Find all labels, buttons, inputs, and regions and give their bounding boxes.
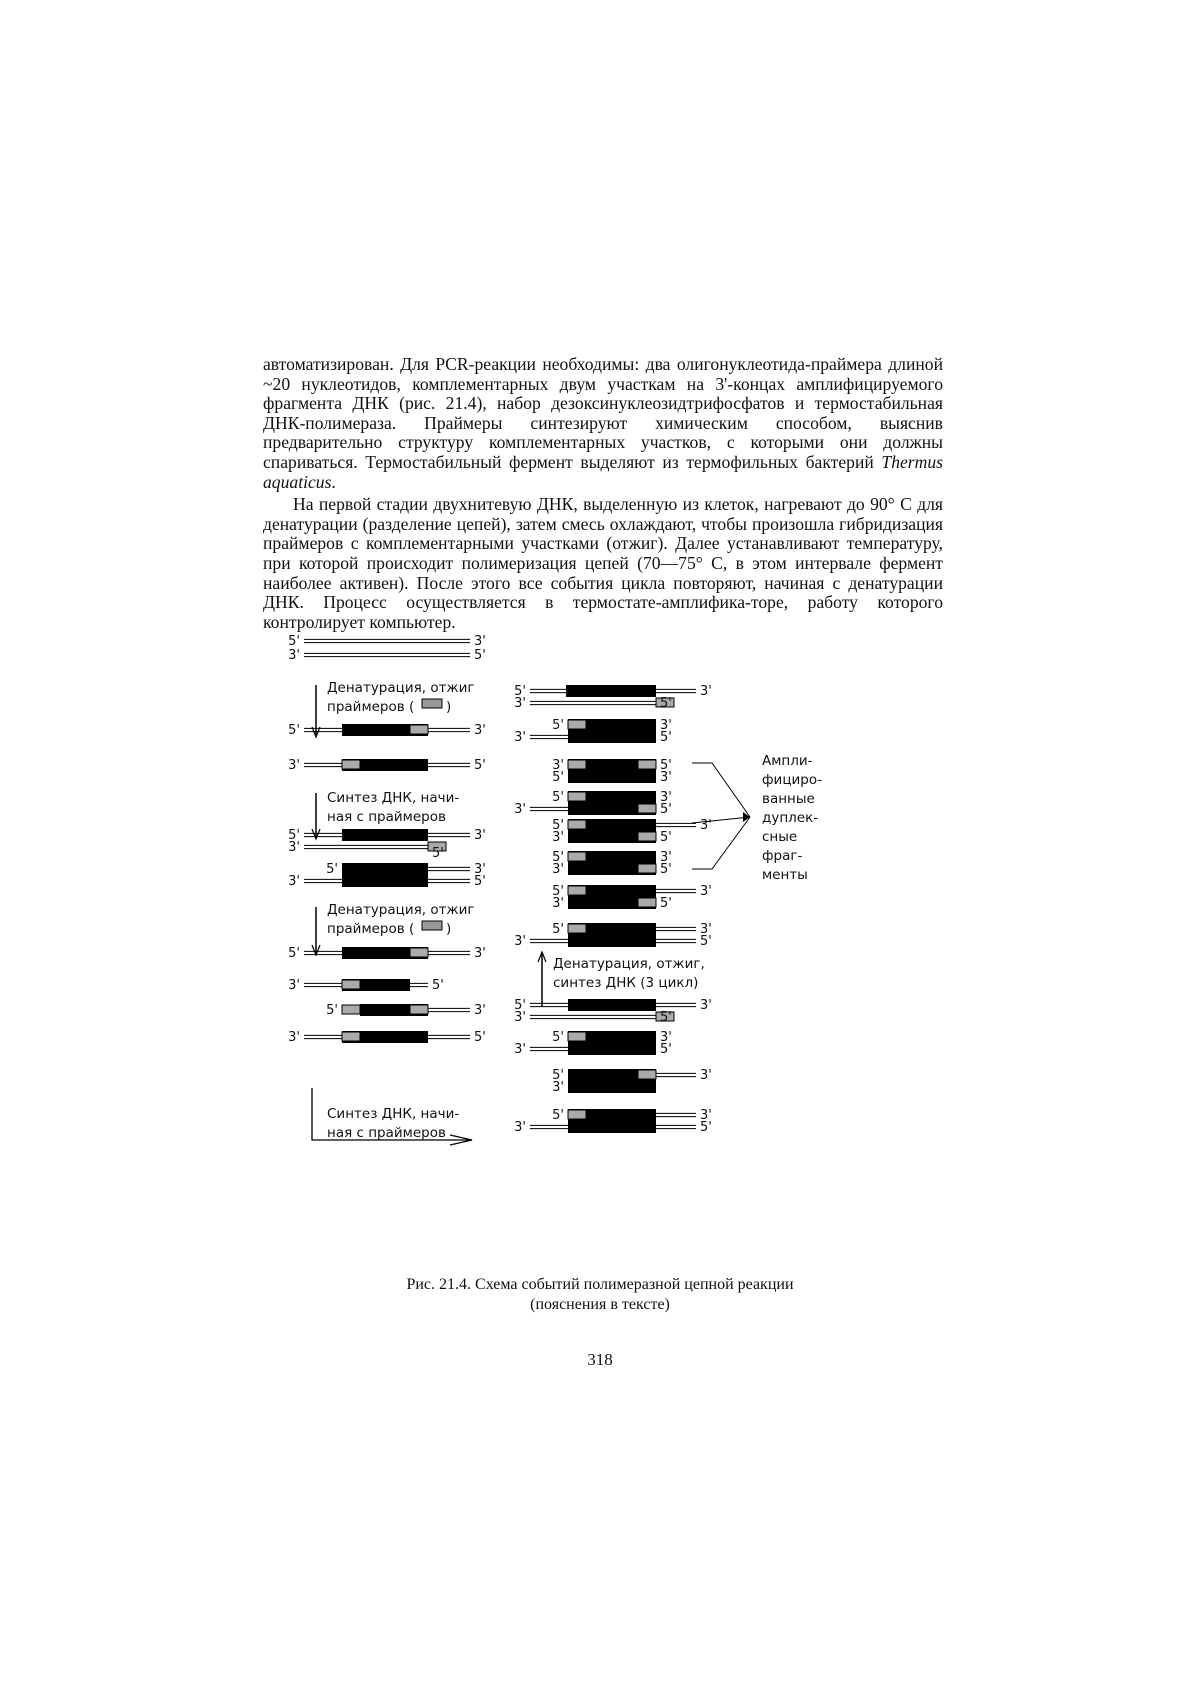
strand-end-label: 3' — [474, 828, 486, 843]
strand-end-label: 3' — [514, 934, 526, 949]
strand-end-label: 5' — [552, 922, 564, 937]
primer-mark — [568, 720, 586, 729]
synthesized-segment — [342, 829, 428, 841]
primer-mark — [638, 1070, 656, 1079]
amplified-label — [762, 753, 822, 883]
strand-end-label: 5' — [288, 946, 300, 961]
synthesized-segment — [568, 1043, 656, 1055]
species-name: Thermus aquaticus — [263, 451, 943, 492]
primer-mark — [410, 1005, 428, 1014]
strand-end-label: 5' — [552, 770, 564, 785]
strand-end-label: 5' — [700, 934, 712, 949]
primer-mark — [568, 852, 586, 861]
strand-end-label: 5' — [660, 1042, 672, 1057]
primer-mark — [568, 1032, 586, 1041]
strand-end-label: 3' — [288, 648, 300, 663]
strand-end-label: 5' — [552, 1030, 564, 1045]
strand-end-label: 3' — [474, 946, 486, 961]
strand-end-label: 5' — [660, 758, 672, 773]
strand-end-label: 3' — [288, 874, 300, 889]
svg-text:Ампли-: Ампли- — [762, 753, 813, 769]
synthesized-segment — [568, 1081, 656, 1093]
primer-mark — [638, 898, 656, 907]
synthesized-segment — [342, 863, 428, 875]
strand-end-label: 5' — [552, 818, 564, 833]
strand-end-label: 5' — [288, 634, 300, 649]
strand-end-label: 3' — [514, 1042, 526, 1057]
svg-text:): ) — [446, 699, 452, 715]
strand-end-label: 3' — [660, 850, 672, 865]
strand-end-label: 5' — [552, 884, 564, 899]
primer-mark — [568, 760, 586, 769]
synthesized-segment — [566, 685, 656, 697]
primer-mark — [568, 820, 586, 829]
strand-end-label: 5' — [552, 718, 564, 733]
primer-mark — [342, 980, 360, 989]
label-denaturation-2: Денатурация, отжиг — [327, 902, 475, 918]
svg-text:ная с праймеров: ная с праймеров — [327, 1125, 446, 1141]
strand-end-label: 3' — [474, 634, 486, 649]
synthesized-segment — [568, 771, 656, 783]
svg-text:дуплек-: дуплек- — [762, 810, 819, 826]
label-primers-1: праймеров ( — [327, 699, 415, 715]
synthesized-segment — [568, 999, 656, 1011]
strand-end-label: 5' — [660, 1010, 672, 1025]
strand-end-label: 3' — [474, 862, 486, 877]
primer-mark — [568, 924, 586, 933]
svg-text:): ) — [446, 921, 452, 937]
strand-end-label: 5' — [326, 1003, 338, 1018]
synthesized-segment — [568, 731, 656, 743]
strand-end-label: 5' — [432, 846, 444, 861]
primer-mark — [568, 1110, 586, 1119]
strand-end-label: 3' — [700, 818, 712, 833]
primer-mark — [638, 864, 656, 873]
strand-end-label: 5' — [432, 978, 444, 993]
strand-end-label: 5' — [660, 802, 672, 817]
strand-end-label: 3' — [514, 696, 526, 711]
svg-text:синтез ДНК (3 цикл): синтез ДНК (3 цикл) — [553, 975, 699, 991]
strand-end-label: 5' — [474, 1030, 486, 1045]
strand-end-label: 3' — [474, 723, 486, 738]
strand-end-label: 3' — [552, 896, 564, 911]
svg-text:менты: менты — [762, 867, 808, 883]
strand-end-label: 5' — [660, 730, 672, 745]
primer-mark — [568, 792, 586, 801]
strand-end-label: 5' — [660, 830, 672, 845]
strand-end-label: 5' — [552, 790, 564, 805]
strand-end-label: 3' — [552, 862, 564, 877]
figure-caption: Рис. 21.4. Схема событий полимеразной цепной реакции (пояснения в тексте) — [406, 1276, 794, 1313]
primer-legend-icon — [422, 921, 442, 930]
label-synthesis-2: Синтез ДНК, начи- — [327, 1106, 460, 1122]
strand-end-label: 5' — [552, 1108, 564, 1123]
primer-mark — [410, 725, 428, 734]
svg-text:ванные: ванные — [762, 791, 815, 807]
primer-mark — [568, 886, 586, 895]
bracket-line — [692, 763, 750, 817]
primer-mark — [638, 832, 656, 841]
strand-end-label: 5' — [288, 828, 300, 843]
strand-end-label: 5' — [552, 850, 564, 865]
strand-end-label: 5' — [514, 684, 526, 699]
strand-end-label: 3' — [552, 1080, 564, 1095]
strand-end-label: 3' — [514, 730, 526, 745]
strand-end-label: 3' — [700, 1068, 712, 1083]
strand-end-label: 5' — [474, 874, 486, 889]
label-primers-2: праймеров ( — [327, 921, 415, 937]
body-text — [263, 355, 943, 632]
primer-mark — [410, 948, 428, 957]
synthesized-segment — [342, 875, 428, 887]
strand-end-label: 5' — [660, 862, 672, 877]
strand-end-label: 3' — [288, 758, 300, 773]
strand-end-label: 3' — [700, 1108, 712, 1123]
strand-end-label: 5' — [514, 998, 526, 1013]
paragraph-1: автоматизирован. Для PCR-реакции необходимы: два олигонуклеотида-праймера длиной ~20 нуклеотидов, комплементарных двум участкам на 3'-концах амплифицируемого фрагмента ДНК (рис. 21.4), набор дезоксинуклеозидтрифосфатов и термостабильная ДНК-полимераза. Праймеры синтезируют химическим способом, выяснив предварительно структуру комплементарных участков, с которыми они должны спариваться. Термостабильный фермент выделяют из термофильных бактерий Thermus aquaticus. — [263, 354, 943, 492]
strand-end-label: 5' — [660, 696, 672, 711]
synthesized-segment — [568, 935, 656, 947]
primer-mark — [342, 760, 360, 769]
paragraph-2: На первой стадии двухнитевую ДНК, выделенную из клеток, нагревают до 90° С для денатурации (разделение цепей), затем смесь охлаждают, чтобы произошла гибридизация праймеров с комплементарными участками (отжиг). Далее устанавливают температуру, при которой происходит полимеризация цепей (70—75° С, в этом интервале фермент наиболее активен). После этого все события цикла повторяют, начиная с денатурации ДНК. Процесс осуществляется в термостате-амплифика-торе, работу которого контролирует компьютер. — [263, 494, 943, 632]
strand-end-label: 5' — [700, 1120, 712, 1135]
strand-end-label: 3' — [660, 1030, 672, 1045]
primer-mark — [638, 804, 656, 813]
primer-mark — [342, 1032, 360, 1041]
label-denaturation-1: Денатурация, отжиг — [327, 680, 475, 696]
strand-end-label: 3' — [700, 922, 712, 937]
svg-text:сные: сные — [762, 829, 798, 845]
strand-end-label: 5' — [326, 862, 338, 877]
page-number: 318 — [587, 1350, 613, 1369]
strand-end-label: 3' — [288, 1030, 300, 1045]
svg-text:фраг-: фраг- — [762, 848, 803, 864]
synthesized-segment — [568, 1121, 656, 1133]
strand-end-label: 3' — [700, 998, 712, 1013]
svg-text:ная с праймеров: ная с праймеров — [327, 809, 446, 825]
label-synthesis-1: Синтез ДНК, начи- — [327, 790, 460, 806]
strand-end-label: 3' — [474, 1003, 486, 1018]
primer-mark — [638, 760, 656, 769]
label-cycle-3: Денатурация, отжиг, — [553, 956, 705, 972]
strand-end-label: 5' — [288, 723, 300, 738]
strand-end-label: 3' — [552, 830, 564, 845]
strand-end-label: 3' — [288, 978, 300, 993]
arrow-right-icon — [743, 812, 750, 822]
strand-end-label: 5' — [474, 648, 486, 663]
strand-end-label: 3' — [700, 684, 712, 699]
strand-end-label: 3' — [514, 1010, 526, 1025]
strand-end-label: 3' — [552, 758, 564, 773]
primer-mark — [342, 1005, 360, 1014]
strand-end-label: 3' — [660, 770, 672, 785]
pcr-scheme-figure — [288, 634, 840, 1145]
strand-end-label: 3' — [514, 1120, 526, 1135]
primer-legend-icon — [422, 699, 442, 708]
strand-end-label: 3' — [700, 884, 712, 899]
strand-end-label: 3' — [288, 840, 300, 855]
strand-end-label: 5' — [660, 896, 672, 911]
strand-end-label: 5' — [552, 1068, 564, 1083]
strand-end-label: 3' — [660, 790, 672, 805]
strand-end-label: 5' — [474, 758, 486, 773]
strand-end-label: 3' — [514, 802, 526, 817]
strand-end-label: 3' — [660, 718, 672, 733]
svg-text:фициро-: фициро- — [762, 772, 822, 788]
